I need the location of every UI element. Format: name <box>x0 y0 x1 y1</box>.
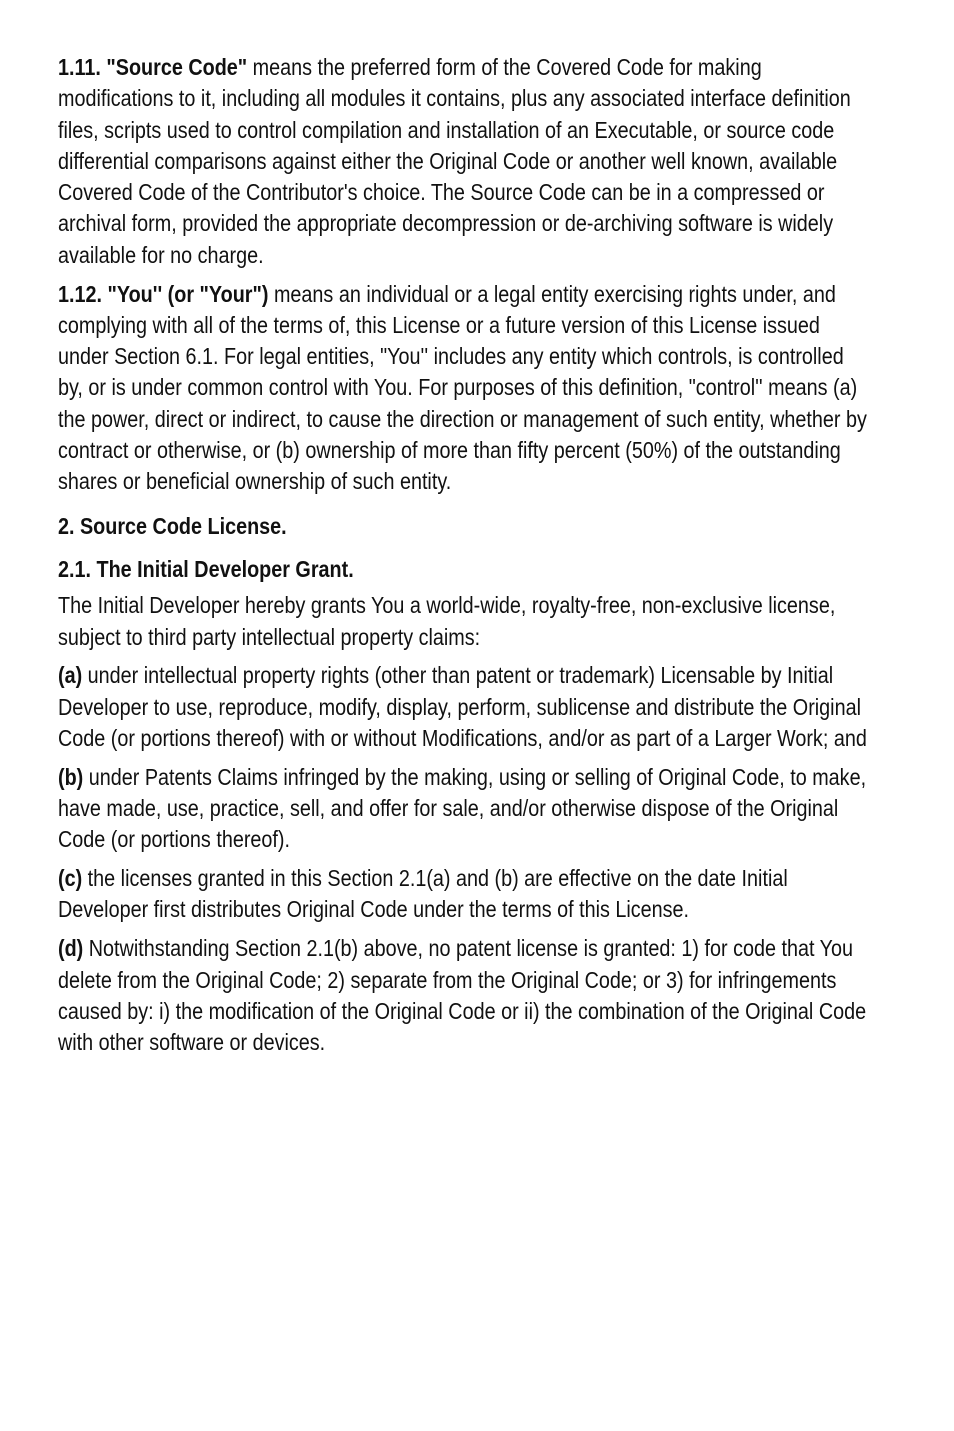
grant-item-d <box>58 933 870 1058</box>
item-marker: (a) <box>58 662 83 689</box>
definition-term: 1.12. "You'' (or "Your") <box>58 280 269 307</box>
item-text: under intellectual property rights (other than patent or trademark) Licensable by Initial Developer to use, reproduce, modify, display, perform, sublicense and distribute the Original Code (or portions thereof) with or without Modifications, and/or as part of a Larger Work; and <box>58 662 867 751</box>
item-marker: (d) <box>58 935 84 962</box>
item-marker: (c) <box>58 865 83 892</box>
license-page <box>58 52 870 1066</box>
definition-you <box>58 279 870 498</box>
grant-intro: The Initial Developer hereby grants You a world-wide, royalty-free, non-exclusive license, subject to third party intellectual property claims: <box>58 592 836 650</box>
definition-term: 1.11. "Source Code" <box>58 54 248 80</box>
definition-text: means an individual or a legal entity exercising rights under, and complying with all of the terms of, this License or a future version of this License issued under Section 6.1. For legal entities, "You'' includes any entity which controls, is controlled by, or is under common control with You. For purposes of this definition, "control'' means (a) the power, direct or indirect, to cause the direction or management of such entity, whether by contract or otherwise, or (b) ownership of more than fifty percent (50%) of the outstanding shares or beneficial ownership of such entity. <box>58 280 867 495</box>
item-text: under Patents Claims infringed by the making, using or selling of Original Code, to make, have made, use, practice, sell, and offer for sale, and/or otherwise dispose of the Original Code (or portions thereof). <box>58 763 867 853</box>
definition-source-code <box>58 52 870 271</box>
grant-item-b <box>58 762 870 856</box>
grant-item-a <box>58 660 870 754</box>
grant-item-c <box>58 863 870 926</box>
section-heading: 2. Source Code License. <box>58 512 287 539</box>
subsection-heading: 2.1. The Initial Developer Grant. <box>58 555 354 582</box>
definition-text: means the preferred form of the Covered Code for making modifications to it, including all modules it contains, plus any associated interface definition files, scripts used to control compilation and installation of an Executable, or source code differential comparisons against either the Original Code or another well known, available Covered Code of the Contributor's choice. The Source Code can be in a compressed or archival form, provided the appropriate decompression or de-archiving software is widely available for no charge. <box>58 54 851 268</box>
item-text: the licenses granted in this Section 2.1(a) and (b) are effective on the date Initial Developer first distributes Original Code under the terms of this License. <box>58 865 788 923</box>
item-text: Notwithstanding Section 2.1(b) above, no patent license is granted: 1) for code that You delete from the Original Code; 2) separate from the Original Code; or 3) for infringements caused by: i) the modification of the Original Code or ii) the combination of the Original Code with other software or devices. <box>58 935 867 1056</box>
item-marker: (b) <box>58 763 84 790</box>
